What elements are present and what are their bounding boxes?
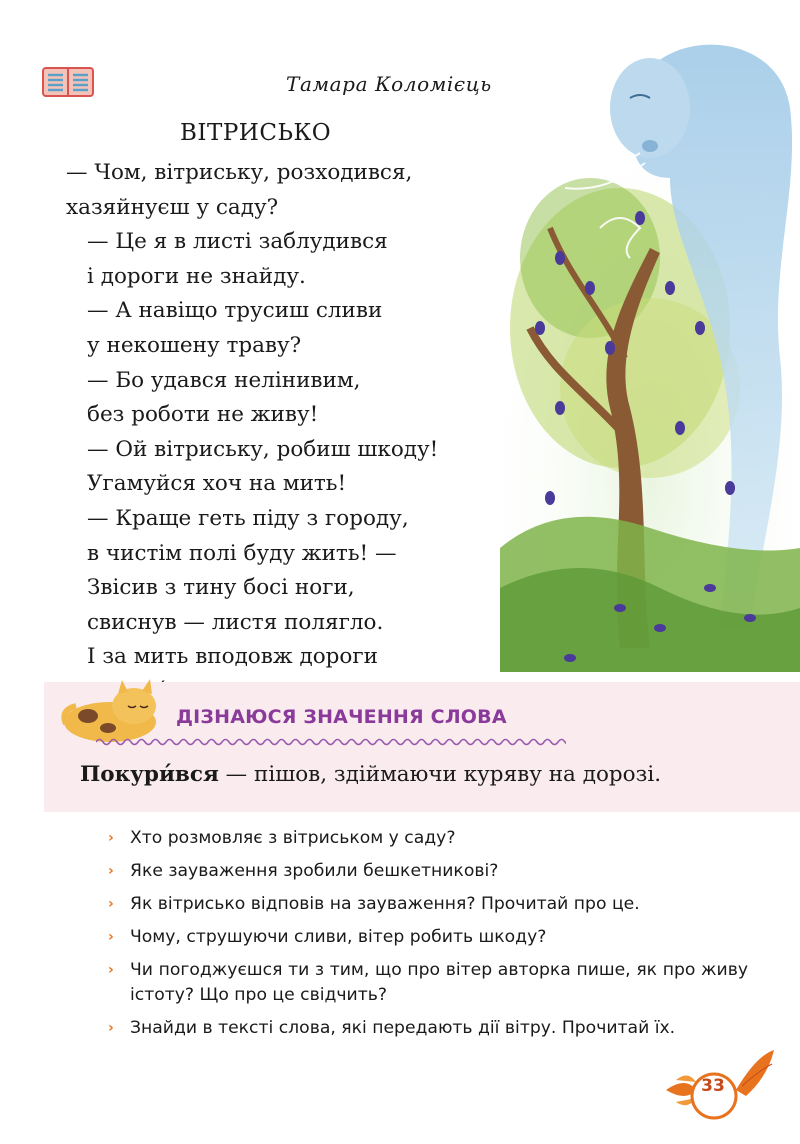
word-definition xyxy=(80,762,661,787)
vocabulary-heading: ДІЗНАЮСЯ ЗНАЧЕННЯ СЛОВА xyxy=(176,706,507,728)
question-text: Чому, струшуючи сливи, вітер робить шкоду? xyxy=(130,927,547,947)
question-item xyxy=(108,958,748,1008)
bullet-arrow-icon: › xyxy=(108,929,114,945)
question-text: Чи погоджуєшся ти з тим, що про вітер авторка пише, як про живу істоту? Що про це свідчить? xyxy=(130,960,748,1005)
poem-line: без роботи не живу! xyxy=(87,402,319,428)
bullet-arrow-icon: › xyxy=(108,863,114,879)
definition-text: — пішов, здіймаючи куряву на дорозі. xyxy=(218,762,662,787)
wind-tree-illustration xyxy=(500,28,800,672)
bullet-arrow-icon: › xyxy=(108,962,114,978)
poem-line: — Чом, вітриську, розходився, xyxy=(66,160,413,185)
poem-line: Звісив з тину босі ноги, xyxy=(87,575,355,601)
page-number: 33 xyxy=(701,1076,725,1096)
poem-line: — Краще геть піду з городу, xyxy=(87,505,409,531)
poem-line: і дороги не знайду. xyxy=(87,263,306,289)
defined-term: Покури́вся xyxy=(80,762,219,787)
poem-line: Угамуйся хоч на мить! xyxy=(87,471,347,497)
question-text: Знайди в тексті слова, які передають дії вітру. Прочитай їх. xyxy=(130,1018,676,1038)
question-text: Хто розмовляє з вітриськом у саду? xyxy=(130,828,456,848)
book-icon xyxy=(42,66,94,98)
poem-text xyxy=(66,156,516,710)
poem-line: — Ой вітриську, робиш шкоду! xyxy=(87,436,439,462)
poem-line: свиснув — листя полягло. xyxy=(87,609,384,635)
question-item xyxy=(108,826,748,851)
poem-author: Тамара Коломієць xyxy=(286,72,492,96)
question-text: Як вітрисько відповів на зауваження? Прочитай про це. xyxy=(130,894,640,914)
question-text: Яке зауваження зробили бешкетникові? xyxy=(130,861,499,881)
bullet-arrow-icon: › xyxy=(108,1020,114,1036)
poem-line: І за мить вподовж дороги xyxy=(87,644,378,670)
wavy-divider xyxy=(96,736,566,748)
question-item xyxy=(108,1016,748,1041)
poem-line: хазяйнуєш у саду? xyxy=(66,194,279,220)
question-item xyxy=(108,859,748,884)
questions-list xyxy=(108,826,748,1049)
poem-line: — Бо удався нелінивим, xyxy=(87,367,361,393)
bullet-arrow-icon: › xyxy=(108,830,114,846)
question-item xyxy=(108,925,748,950)
poem-title: ВІТРИСЬКО xyxy=(180,120,332,146)
poem-line: — Це я в листі заблудився xyxy=(87,229,388,255)
poem-line: у некошену траву? xyxy=(87,332,302,358)
question-item xyxy=(108,892,748,917)
poem-line: — А навіщо трусиш сливи xyxy=(87,298,383,324)
bullet-arrow-icon: › xyxy=(108,896,114,912)
poem-line: в чистім полі буду жить! — xyxy=(87,540,397,566)
